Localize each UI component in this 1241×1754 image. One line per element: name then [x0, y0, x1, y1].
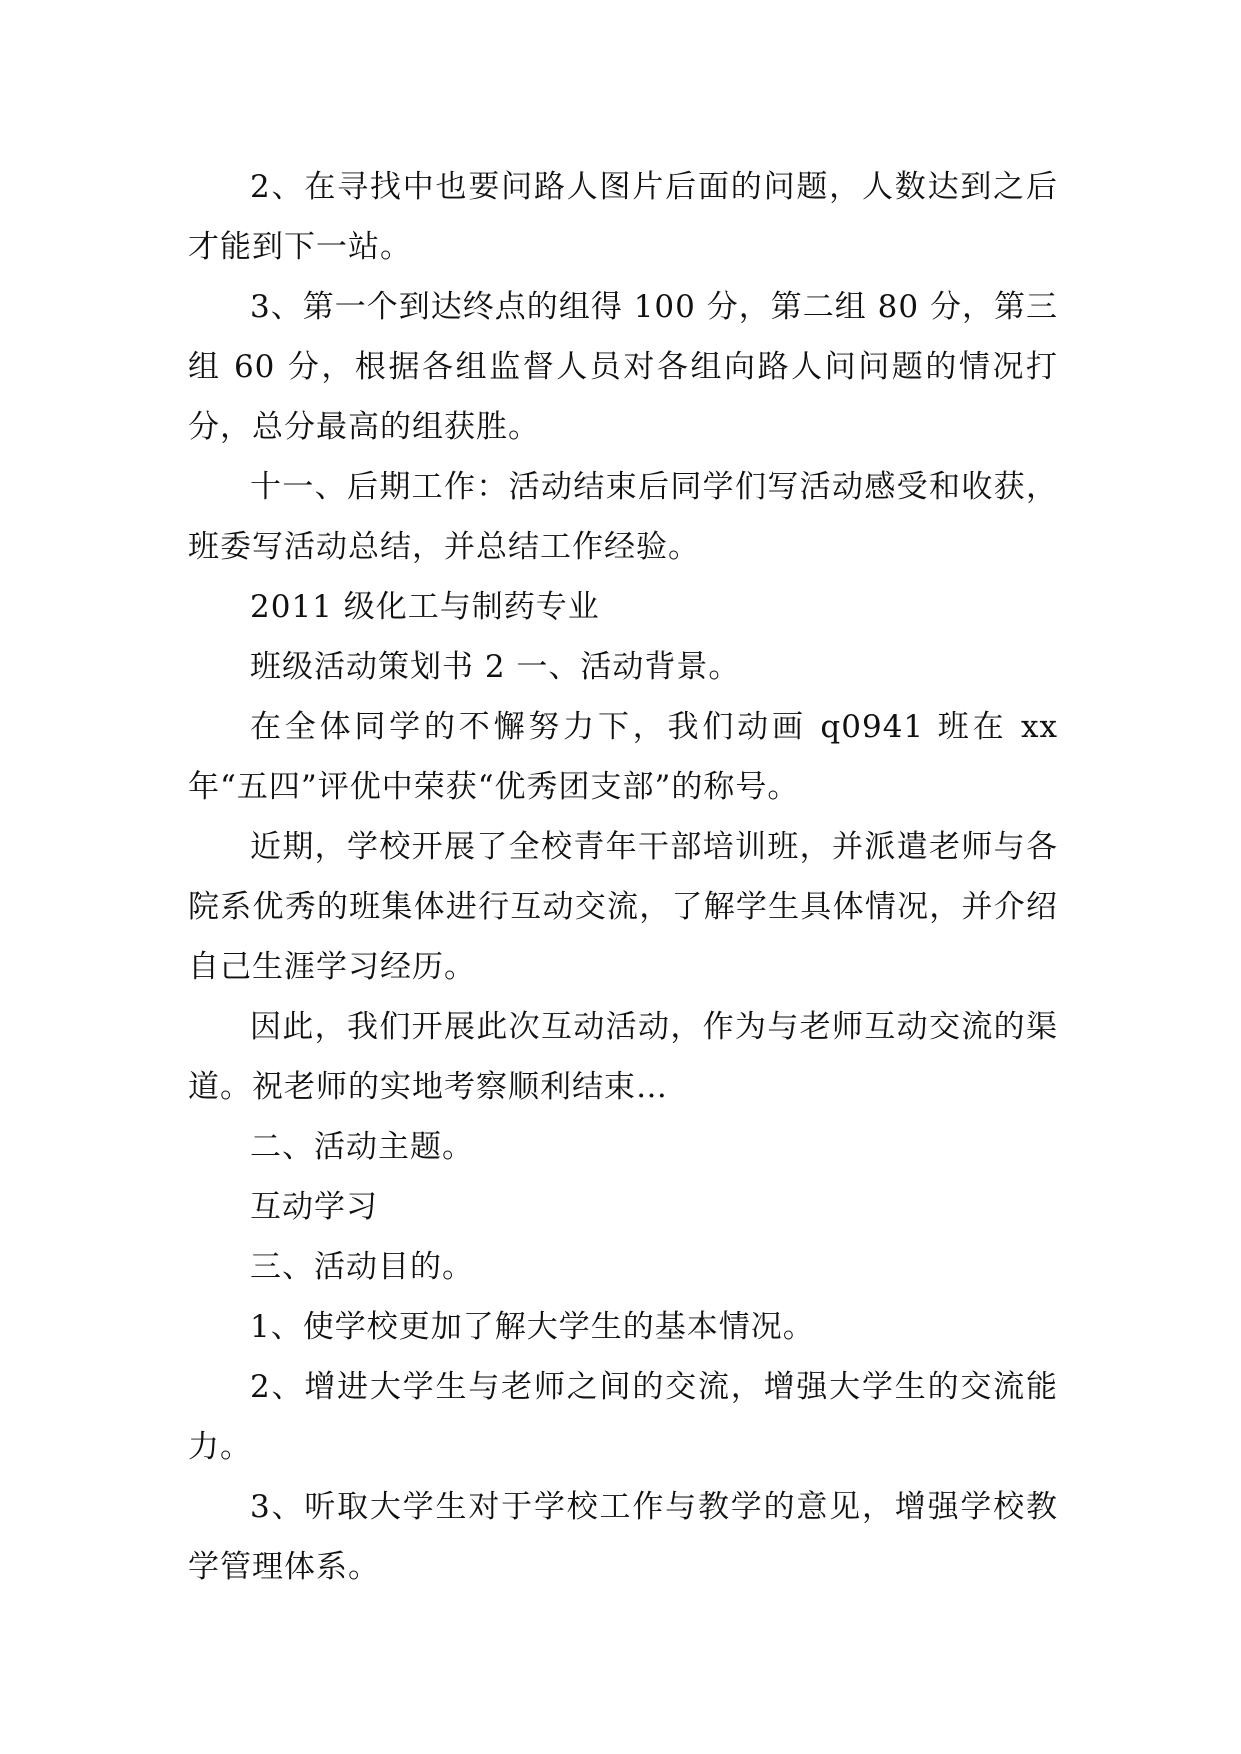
paragraph-class-name: 2011 级化工与制药专业: [250, 589, 600, 625]
objective-item-1: 1、使学校更加了解大学生的基本情况。: [250, 1309, 815, 1345]
objective-item-2: 2、增进大学生与老师之间的交流，增强大学生的交流能力。: [188, 1369, 1058, 1465]
paragraph-theme-value: 互动学习: [250, 1189, 378, 1225]
paragraph-recent-training: 近期，学校开展了全校青年干部培训班，并派遣老师与各院系优秀的班集体进行互动交流，了解学生具体情况，并介绍自己生涯学习经历。: [188, 829, 1058, 985]
paragraph-step-3-scoring: 3、第一个到达终点的组得 100 分，第二组 80 分，第三组 60 分，根据各组监督人员对各组向路人问问题的情况打分，总分最高的组获胜。: [188, 289, 1058, 445]
paragraph-honor: 在全体同学的不懈努力下，我们动画 q0941 班在 xx 年“五四”评优中荣获“优秀团支部”的称号。: [188, 709, 1058, 805]
objective-item-3: 3、听取大学生对于学校工作与教学的意见，增强学校教学管理体系。: [188, 1489, 1058, 1585]
document-body: [188, 157, 1058, 1597]
section-title-theme: 二、活动主题。: [250, 1129, 474, 1165]
paragraph-follow-up-work: 十一、后期工作：活动结束后同学们写活动感受和收获，班委写活动总结，并总结工作经验。: [188, 469, 1058, 565]
paragraph-purpose-channel: 因此，我们开展此次互动活动，作为与老师互动交流的渠道。祝老师的实地考察顺利结束…: [188, 1009, 1058, 1105]
paragraph-step-2: 2、在寻找中也要问路人图片后面的问题，人数达到之后才能到下一站。: [188, 169, 1058, 265]
section-title-objectives: 三、活动目的。: [250, 1249, 474, 1285]
section-title-background: 班级活动策划书 2 一、活动背景。: [250, 649, 741, 685]
